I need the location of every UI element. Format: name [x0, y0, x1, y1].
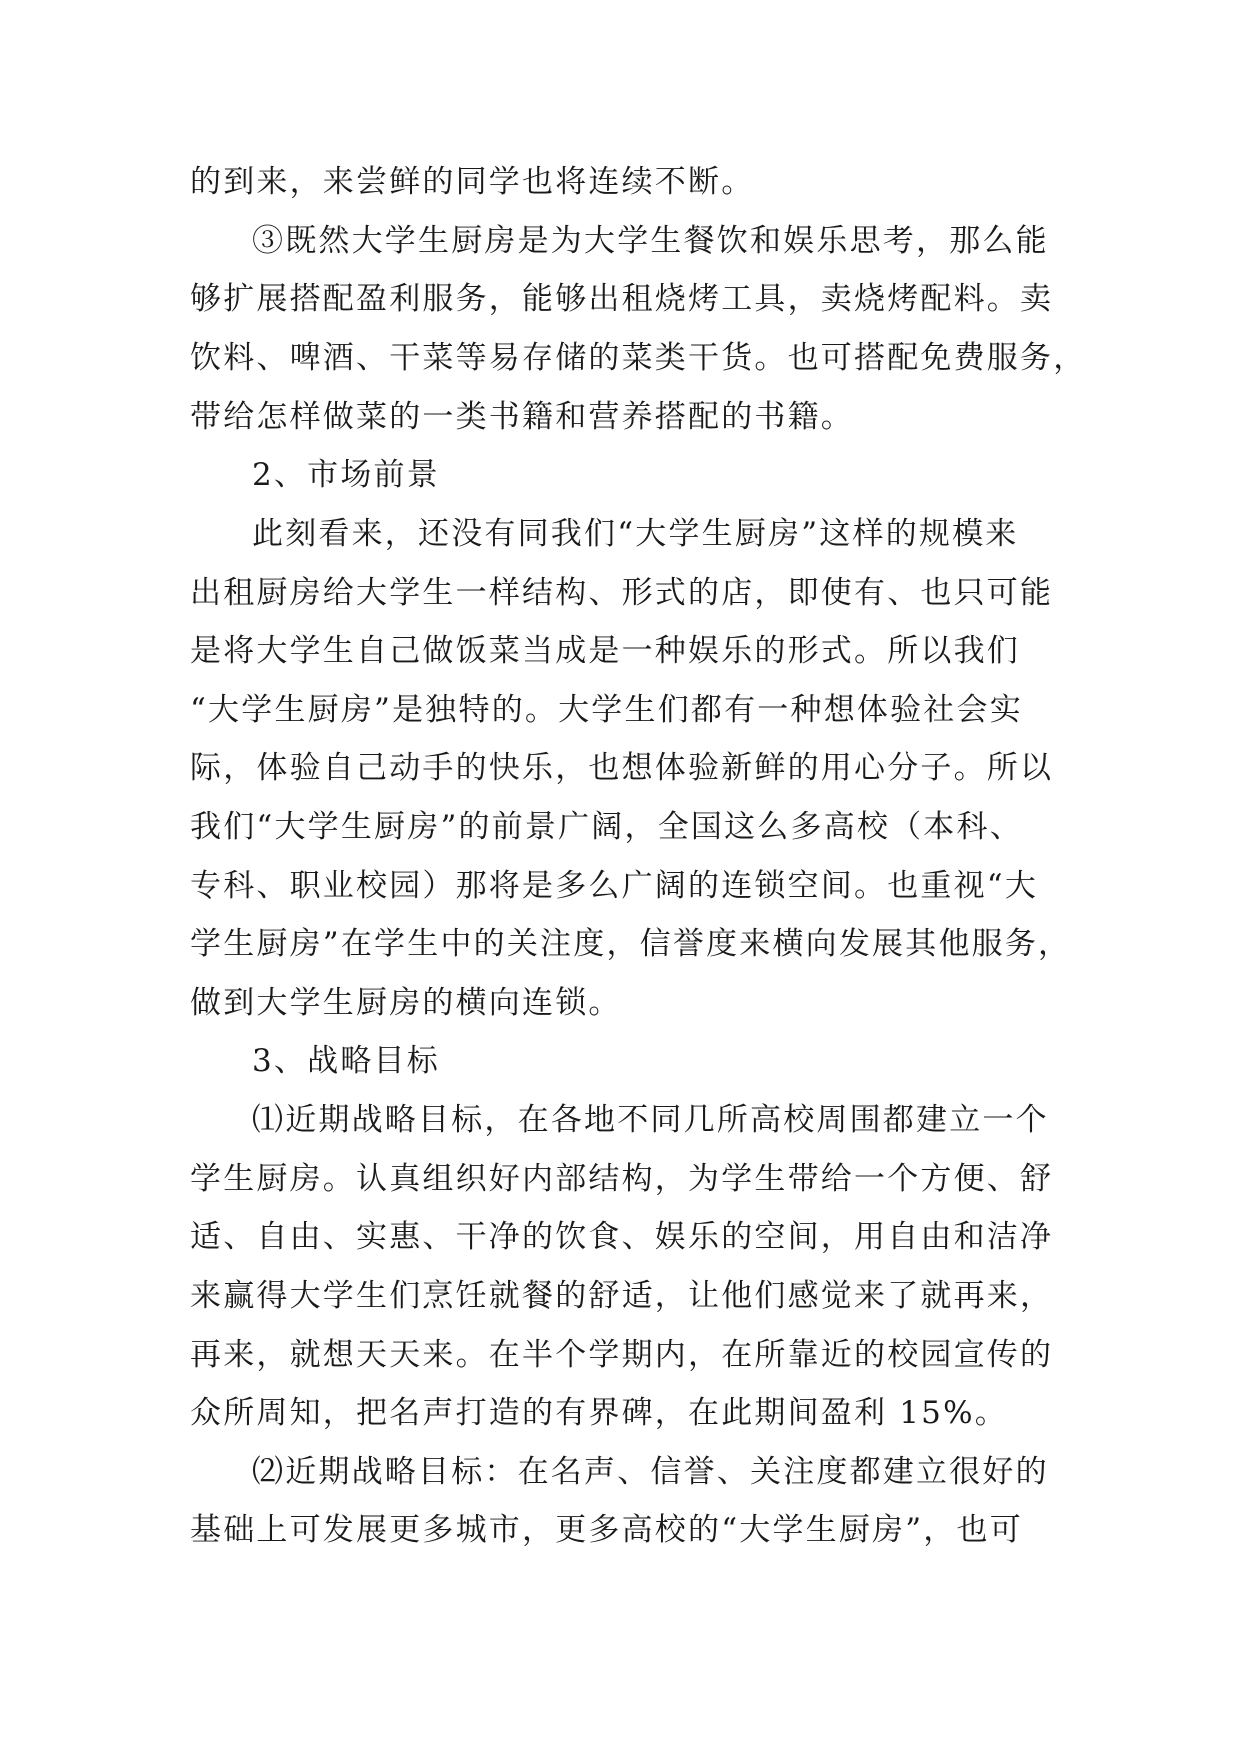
- text-line: 我们“大学生厨房”的前景广阔，全国这么多高校（本科、: [190, 809, 1023, 845]
- text-line: ⑴近期战略目标，在各地不同几所高校周围都建立一个: [252, 1102, 1049, 1138]
- text-line: 众所周知，把名声打造的有界碑，在此期间盈利 15%。: [190, 1395, 1008, 1431]
- text-line: ③既然大学生厨房是为大学生餐饮和娱乐思考，那么能: [252, 223, 1049, 259]
- text-line: 再来，就想天天来。在半个学期内，在所靠近的校园宣传的: [190, 1337, 1054, 1373]
- text-line: 学生厨房”在学生中的关注度，信誉度来横向发展其他服务，: [190, 926, 1072, 962]
- text-line: 学生厨房。认真组织好内部结构，为学生带给一个方便、舒: [190, 1161, 1054, 1197]
- text-line: 适、自由、实惠、干净的饮食、娱乐的空间，用自由和洁净: [190, 1219, 1054, 1255]
- section-heading: 2、市场前景: [252, 457, 440, 493]
- text-line: ⑵近期战略目标：在名声、信誉、关注度都建立很好的: [252, 1454, 1049, 1490]
- text-line: 来赢得大学生们烹饪就餐的舒适，让他们感觉来了就再来，: [190, 1278, 1054, 1314]
- text-line: “大学生厨房”是独特的。大学生们都有一种想体验社会实: [190, 692, 1023, 728]
- text-line: 做到大学生厨房的横向连锁。: [190, 985, 622, 1021]
- text-line: 带给怎样做菜的一类书籍和营养搭配的书籍。: [190, 399, 854, 435]
- text-line: 出租厨房给大学生一样结构、形式的店，即使有、也只可能: [190, 575, 1054, 611]
- text-line: 此刻看来，还没有同我们“大学生厨房”这样的规模来: [252, 516, 1019, 552]
- text-line: 专科、职业校园）那将是多么广阔的连锁空间。也重视“大: [190, 868, 1039, 904]
- text-line: 饮料、啤酒、干菜等易存储的菜类干货。也可搭配免费服务，: [190, 340, 1087, 376]
- text-line: 是将大学生自己做饭菜当成是一种娱乐的形式。所以我们: [190, 633, 1020, 669]
- text-line: 够扩展搭配盈利服务，能够出租烧烤工具，卖烧烤配料。卖: [190, 281, 1054, 317]
- text-line: 的到来，来尝鲜的同学也将连续不断。: [190, 164, 755, 200]
- section-heading: 3、战略目标: [252, 1043, 440, 1079]
- text-line: 基础上可发展更多城市，更多高校的“大学生厨房”，也可: [190, 1512, 1023, 1548]
- text-line: 际，体验自己动手的快乐，也想体验新鲜的用心分子。所以: [190, 750, 1054, 786]
